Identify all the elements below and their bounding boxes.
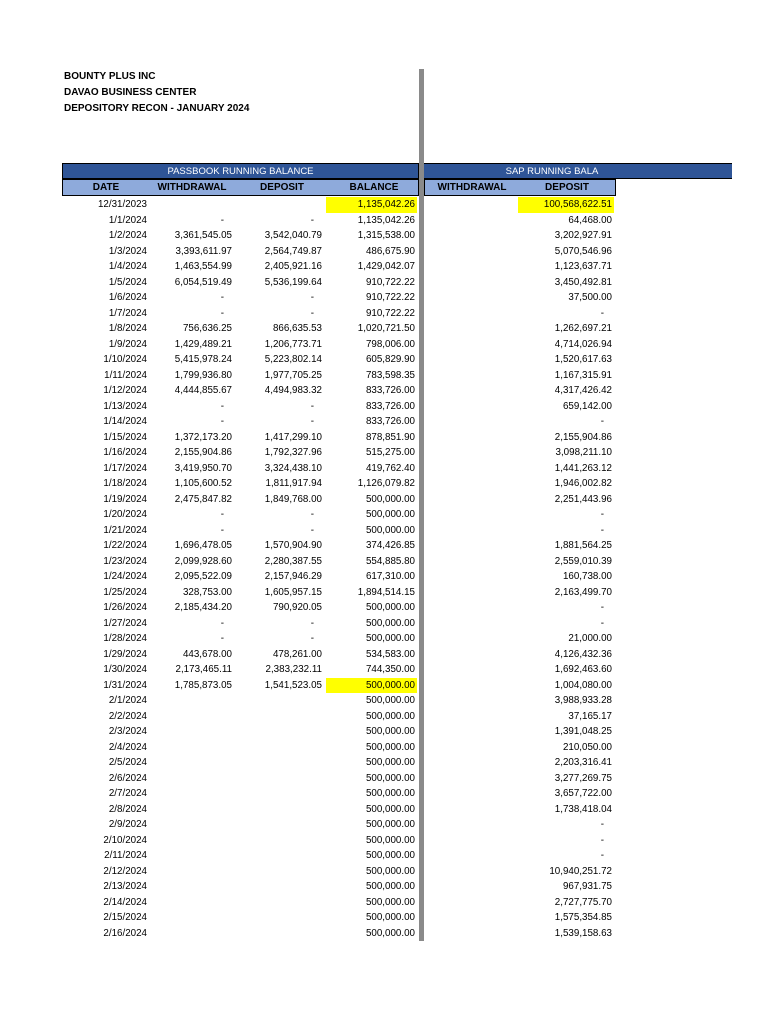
sap-deposit-cell: 3,098,211.10 (555, 447, 612, 458)
balance-cell: 500,000.00 (365, 509, 415, 520)
table-row (0, 228, 768, 244)
date-cell: 2/8/2024 (108, 803, 147, 815)
report-header (64, 69, 249, 117)
date-cell: 1/28/2024 (103, 633, 147, 644)
balance-cell: 1,135,042.26 (357, 214, 415, 226)
withdrawal-cell: 3,419,950.70 (174, 462, 232, 474)
withdrawal-cell: 6,054,519.49 (174, 276, 232, 288)
table-row (0, 817, 768, 833)
date-cell: 1/2/2024 (108, 230, 147, 241)
date-cell: 1/27/2024 (103, 617, 147, 629)
sap-deposit-cell: 1,881,564.25 (554, 540, 612, 551)
date-cell: 1/16/2024 (103, 447, 147, 458)
date-cell: 1/13/2024 (103, 400, 147, 412)
withdrawal-cell: 1,785,873.05 (174, 679, 232, 691)
withdrawal-cell: 1,429,489.21 (174, 338, 232, 350)
date-cell: 1/10/2024 (103, 354, 147, 365)
deposit-cell: 1,206,773.71 (264, 338, 322, 350)
date-cell: 2/1/2024 (108, 695, 147, 706)
date-cell: 1/23/2024 (103, 555, 147, 567)
table-row (0, 910, 768, 926)
date-cell: 2/3/2024 (108, 726, 147, 737)
table-row (0, 724, 768, 740)
sap-deposit-cell: 1,262,697.21 (554, 323, 612, 334)
balance-cell: 833,726.00 (365, 385, 415, 396)
withdrawal-cell: 5,415,978.24 (174, 354, 232, 365)
withdrawal-cell: - (220, 524, 224, 536)
balance-cell: 1,135,042.26 (326, 197, 417, 213)
sap-deposit-cell: 4,714,026.94 (554, 338, 612, 350)
deposit-cell: 1,417,299.10 (264, 431, 322, 443)
withdrawal-cell: 1,105,600.52 (174, 478, 232, 489)
table-row (0, 430, 768, 446)
sap-deposit-cell: - (600, 307, 604, 319)
withdrawal-cell: 3,393,611.97 (175, 245, 232, 257)
sap-deposit-cell: 1,692,463.60 (554, 664, 612, 675)
balance-cell: 744,350.00 (365, 664, 415, 675)
sap-deposit-cell: 1,123,637.71 (554, 261, 612, 272)
table-row (0, 585, 768, 601)
balance-cell: 500,000.00 (365, 772, 415, 784)
sap-deposit-cell: 3,657,722.00 (554, 788, 612, 799)
balance-cell: 486,675.90 (365, 245, 415, 257)
table-row (0, 259, 768, 275)
deposit-cell: 2,383,232.11 (265, 664, 322, 675)
date-cell: 2/15/2024 (103, 912, 147, 923)
withdrawal-cell: 328,753.00 (182, 586, 232, 598)
withdrawal-cell: 1,463,554.99 (174, 261, 232, 272)
sap-deposit-cell: 210,050.00 (562, 741, 612, 753)
withdrawal-cell: 1,372,173.20 (174, 431, 232, 443)
balance-cell: 500,000.00 (365, 912, 415, 923)
deposit-cell: - (310, 292, 314, 303)
balance-cell: 374,426.85 (365, 540, 415, 551)
date-cell: 1/18/2024 (103, 478, 147, 489)
passbook-column-headers (62, 179, 419, 196)
table-row (0, 399, 768, 415)
sap-deposit-cell: 2,203,316.41 (554, 757, 612, 768)
deposit-cell: 1,849,768.00 (264, 493, 322, 505)
table-row (0, 414, 768, 430)
date-cell: 2/16/2024 (103, 927, 147, 939)
sap-column-headers (424, 179, 616, 196)
sap-deposit-cell: 2,251,443.96 (554, 493, 612, 505)
deposit-cell: 1,570,904.90 (264, 540, 322, 551)
table-row (0, 848, 768, 864)
recon-table-body (0, 197, 768, 941)
withdrawal-cell: - (220, 307, 224, 319)
table-row (0, 879, 768, 895)
table-row (0, 523, 768, 539)
table-row (0, 290, 768, 306)
table-row (0, 771, 768, 787)
withdrawal-cell: 2,173,465.11 (175, 664, 232, 675)
table-row (0, 383, 768, 399)
balance-cell: 1,429,042.07 (357, 261, 415, 272)
sap-deposit-cell: 3,988,933.28 (554, 695, 612, 706)
date-cell: 1/17/2024 (103, 462, 147, 474)
deposit-cell: 3,542,040.79 (264, 230, 322, 241)
date-cell: 1/1/2024 (108, 214, 147, 226)
table-row (0, 461, 768, 477)
sap-deposit-cell: 100,568,622.51 (518, 197, 614, 213)
col-header-date: DATE (92, 182, 120, 193)
balance-cell: 500,000.00 (365, 602, 415, 613)
withdrawal-cell: - (220, 509, 224, 520)
deposit-cell: 478,261.00 (272, 648, 322, 660)
sap-deposit-cell: 37,500.00 (568, 292, 612, 303)
balance-cell: 515,275.00 (365, 447, 415, 458)
date-cell: 1/12/2024 (103, 385, 147, 396)
balance-cell: 1,315,538.00 (357, 230, 415, 241)
deposit-cell: 5,223,802.14 (264, 354, 322, 365)
sap-deposit-cell: 21,000.00 (568, 633, 612, 644)
date-cell: 1/25/2024 (103, 586, 147, 598)
table-row (0, 507, 768, 523)
withdrawal-cell: 756,636.25 (182, 323, 232, 334)
deposit-cell: 4,494,983.32 (264, 385, 322, 396)
date-cell: 2/6/2024 (108, 772, 147, 784)
deposit-cell: - (310, 617, 314, 629)
sap-deposit-cell: 2,727,775.70 (554, 896, 612, 908)
table-row (0, 786, 768, 802)
table-row (0, 926, 768, 942)
balance-cell: 500,000.00 (365, 617, 415, 629)
balance-cell: 500,000.00 (365, 865, 415, 877)
deposit-cell: - (310, 509, 314, 520)
deposit-cell: 2,157,946.29 (264, 571, 322, 582)
sap-deposit-cell: - (600, 416, 604, 427)
sap-deposit-cell: 3,277,269.75 (554, 772, 612, 784)
withdrawal-cell: 4,444,855.67 (174, 385, 232, 396)
table-row (0, 492, 768, 508)
sap-deposit-cell: 4,126,432.36 (554, 648, 612, 660)
table-row (0, 445, 768, 461)
deposit-cell: - (310, 400, 314, 412)
date-cell: 2/4/2024 (108, 741, 147, 753)
balance-cell: 500,000.00 (365, 493, 415, 505)
sap-deposit-cell: 1,539,158.63 (554, 927, 612, 939)
date-cell: 1/21/2024 (103, 524, 147, 536)
withdrawal-cell: 2,185,434.20 (174, 602, 232, 613)
sap-deposit-cell: - (600, 524, 604, 536)
balance-cell: 500,000.00 (365, 695, 415, 706)
withdrawal-cell: 1,696,478.05 (174, 540, 232, 551)
date-cell: 1/7/2024 (108, 307, 147, 319)
table-row (0, 693, 768, 709)
table-row (0, 321, 768, 337)
deposit-cell: 1,977,705.25 (264, 369, 322, 381)
date-cell: 1/31/2024 (103, 679, 147, 691)
balance-cell: 500,000.00 (326, 678, 417, 694)
table-row (0, 368, 768, 384)
sap-deposit-cell: 2,163,499.70 (554, 586, 612, 598)
table-row (0, 275, 768, 291)
sap-deposit-cell: 1,946,002.82 (554, 478, 612, 489)
balance-cell: 783,598.35 (365, 369, 415, 381)
deposit-cell: 1,541,523.05 (264, 679, 322, 691)
date-cell: 1/20/2024 (103, 509, 147, 520)
balance-cell: 1,126,079.82 (357, 478, 415, 489)
deposit-cell: - (310, 633, 314, 644)
withdrawal-cell: - (220, 633, 224, 644)
date-cell: 1/22/2024 (103, 540, 147, 551)
date-cell: 1/30/2024 (103, 664, 147, 675)
deposit-cell: 3,324,438.10 (264, 462, 322, 474)
sap-deposit-cell: - (600, 509, 604, 520)
deposit-cell: 1,605,957.15 (264, 586, 322, 598)
table-row (0, 662, 768, 678)
balance-cell: 500,000.00 (365, 896, 415, 908)
table-row (0, 631, 768, 647)
table-row (0, 833, 768, 849)
balance-cell: 910,722.22 (365, 276, 415, 288)
table-row (0, 352, 768, 368)
sap-deposit-cell: 160,738.00 (562, 571, 612, 582)
balance-cell: 1,894,514.15 (357, 586, 415, 598)
report-title: DEPOSITORY RECON - JANUARY 2024 (64, 103, 250, 114)
date-cell: 1/19/2024 (103, 493, 147, 505)
deposit-cell: 5,536,199.64 (264, 276, 322, 288)
withdrawal-cell: 443,678.00 (182, 648, 232, 660)
sap-deposit-cell: 1,167,315.91 (554, 369, 612, 381)
sap-deposit-cell: 37,165.17 (568, 710, 612, 722)
balance-cell: 554,885.80 (365, 555, 415, 567)
withdrawal-cell: - (220, 292, 224, 303)
withdrawal-cell: 1,799,936.80 (174, 369, 232, 381)
sap-deposit-cell: 2,559,010.39 (554, 555, 612, 567)
table-row (0, 306, 768, 322)
table-row (0, 197, 768, 213)
branch-name: DAVAO BUSINESS CENTER (64, 87, 197, 98)
balance-cell: 910,722.22 (365, 307, 415, 319)
date-cell: 2/14/2024 (103, 896, 147, 908)
company-name: BOUNTY PLUS INC (64, 71, 156, 82)
date-cell: 2/2/2024 (108, 710, 147, 722)
sap-deposit-cell: 1,004,080.00 (554, 679, 612, 691)
col-header-sap-withdrawal: WITHDRAWAL (437, 182, 507, 193)
withdrawal-cell: 2,099,928.60 (174, 555, 232, 567)
balance-cell: 500,000.00 (365, 927, 415, 939)
date-cell: 2/9/2024 (108, 819, 147, 830)
passbook-title: PASSBOOK RUNNING BALANCE (167, 166, 314, 177)
sap-deposit-cell: - (600, 617, 604, 629)
sap-deposit-cell: - (600, 819, 604, 830)
col-header-sap-deposit: DEPOSIT (545, 182, 589, 193)
withdrawal-cell: 2,095,522.09 (174, 571, 232, 582)
balance-cell: 910,722.22 (365, 292, 415, 303)
balance-cell: 798,006.00 (365, 338, 415, 350)
balance-cell: 1,020,721.50 (357, 323, 415, 334)
sap-title: SAP RUNNING BALA (505, 166, 599, 177)
date-cell: 2/11/2024 (104, 850, 147, 861)
balance-cell: 419,762.40 (365, 462, 415, 474)
deposit-cell: 2,280,387.55 (264, 555, 322, 567)
balance-cell: 534,583.00 (365, 648, 415, 660)
date-cell: 1/4/2024 (108, 261, 147, 272)
deposit-cell: 1,811,917.94 (265, 478, 322, 489)
sap-deposit-cell: 3,450,492.81 (554, 276, 612, 288)
withdrawal-cell: 3,361,545.05 (174, 230, 232, 241)
balance-cell: 605,829.90 (365, 354, 415, 365)
table-row (0, 616, 768, 632)
date-cell: 1/14/2024 (103, 416, 147, 427)
table-row (0, 337, 768, 353)
date-cell: 1/9/2024 (108, 338, 147, 350)
table-row (0, 244, 768, 260)
deposit-cell: 2,564,749.87 (264, 245, 322, 257)
balance-cell: 500,000.00 (365, 757, 415, 768)
table-row (0, 802, 768, 818)
date-cell: 2/7/2024 (108, 788, 147, 799)
sap-deposit-cell: 1,738,418.04 (554, 803, 612, 815)
withdrawal-cell: 2,155,904.86 (174, 447, 232, 458)
date-cell: 2/12/2024 (103, 865, 147, 877)
sap-section-header (424, 163, 732, 179)
date-cell: 1/5/2024 (108, 276, 147, 288)
sap-deposit-cell: - (600, 850, 604, 861)
deposit-cell: 2,405,921.16 (264, 261, 322, 272)
sap-deposit-cell: 967,931.75 (562, 881, 612, 892)
table-row (0, 213, 768, 229)
balance-cell: 500,000.00 (365, 524, 415, 536)
date-cell: 1/24/2024 (103, 571, 147, 582)
deposit-cell: 866,635.53 (272, 323, 322, 334)
table-row (0, 554, 768, 570)
balance-cell: 500,000.00 (365, 803, 415, 815)
deposit-cell: - (310, 307, 314, 319)
balance-cell: 833,726.00 (365, 400, 415, 412)
date-cell: 1/8/2024 (108, 323, 147, 334)
deposit-cell: - (310, 214, 314, 226)
balance-cell: 500,000.00 (365, 710, 415, 722)
date-cell: 1/11/2024 (104, 369, 147, 381)
sap-deposit-cell: 10,940,251.72 (549, 865, 612, 877)
table-row (0, 647, 768, 663)
sap-deposit-cell: 5,070,546.96 (554, 245, 612, 257)
balance-cell: 833,726.00 (365, 416, 415, 427)
sap-deposit-cell: 3,202,927.91 (554, 230, 612, 241)
sap-deposit-cell: 4,317,426.42 (554, 385, 612, 396)
deposit-cell: 1,792,327.96 (264, 447, 322, 458)
sap-deposit-cell: 64,468.00 (568, 214, 612, 226)
table-row (0, 740, 768, 756)
date-cell: 1/29/2024 (103, 648, 147, 660)
date-cell: 1/6/2024 (108, 292, 147, 303)
withdrawal-cell: - (220, 400, 224, 412)
table-row (0, 755, 768, 771)
withdrawal-cell: - (220, 214, 224, 226)
date-cell: 1/26/2024 (103, 602, 147, 613)
deposit-cell: - (310, 416, 314, 427)
balance-cell: 500,000.00 (365, 741, 415, 753)
withdrawal-cell: - (220, 416, 224, 427)
col-header-balance: BALANCE (349, 182, 399, 193)
sap-deposit-cell: - (600, 602, 604, 613)
balance-cell: 500,000.00 (365, 788, 415, 799)
date-cell: 2/13/2024 (103, 881, 147, 892)
table-row (0, 709, 768, 725)
withdrawal-cell: - (220, 617, 224, 629)
date-cell: 2/5/2024 (108, 757, 147, 768)
sap-deposit-cell: - (600, 834, 604, 846)
table-row (0, 538, 768, 554)
sap-deposit-cell: 1,391,048.25 (554, 726, 612, 737)
sap-deposit-cell: 1,441,263.12 (554, 462, 612, 474)
date-cell: 1/3/2024 (108, 245, 147, 257)
table-row (0, 476, 768, 492)
passbook-section-header (62, 163, 419, 179)
withdrawal-cell: 2,475,847.82 (174, 493, 232, 505)
balance-cell: 500,000.00 (365, 633, 415, 644)
col-header-deposit: DEPOSIT (260, 182, 304, 193)
sap-deposit-cell: 1,520,617.63 (554, 354, 612, 365)
col-header-withdrawal: WITHDRAWAL (157, 182, 227, 193)
balance-cell: 878,851.90 (365, 431, 415, 443)
sap-deposit-cell: 659,142.00 (562, 400, 612, 412)
balance-cell: 500,000.00 (365, 834, 415, 846)
table-row (0, 600, 768, 616)
sap-deposit-cell: 1,575,354.85 (554, 912, 612, 923)
balance-cell: 500,000.00 (365, 726, 415, 737)
balance-cell: 500,000.00 (365, 819, 415, 830)
date-cell: 2/10/2024 (103, 834, 147, 846)
deposit-cell: 790,920.05 (272, 602, 322, 613)
table-row (0, 678, 768, 694)
date-cell: 1/15/2024 (103, 431, 147, 443)
balance-cell: 617,310.00 (365, 571, 415, 582)
table-row (0, 864, 768, 880)
sap-deposit-cell: 2,155,904.86 (554, 431, 612, 443)
table-row (0, 895, 768, 911)
date-cell: 12/31/2023 (97, 199, 147, 210)
deposit-cell: - (310, 524, 314, 536)
table-row (0, 569, 768, 585)
balance-cell: 500,000.00 (365, 850, 415, 861)
balance-cell: 500,000.00 (365, 881, 415, 892)
